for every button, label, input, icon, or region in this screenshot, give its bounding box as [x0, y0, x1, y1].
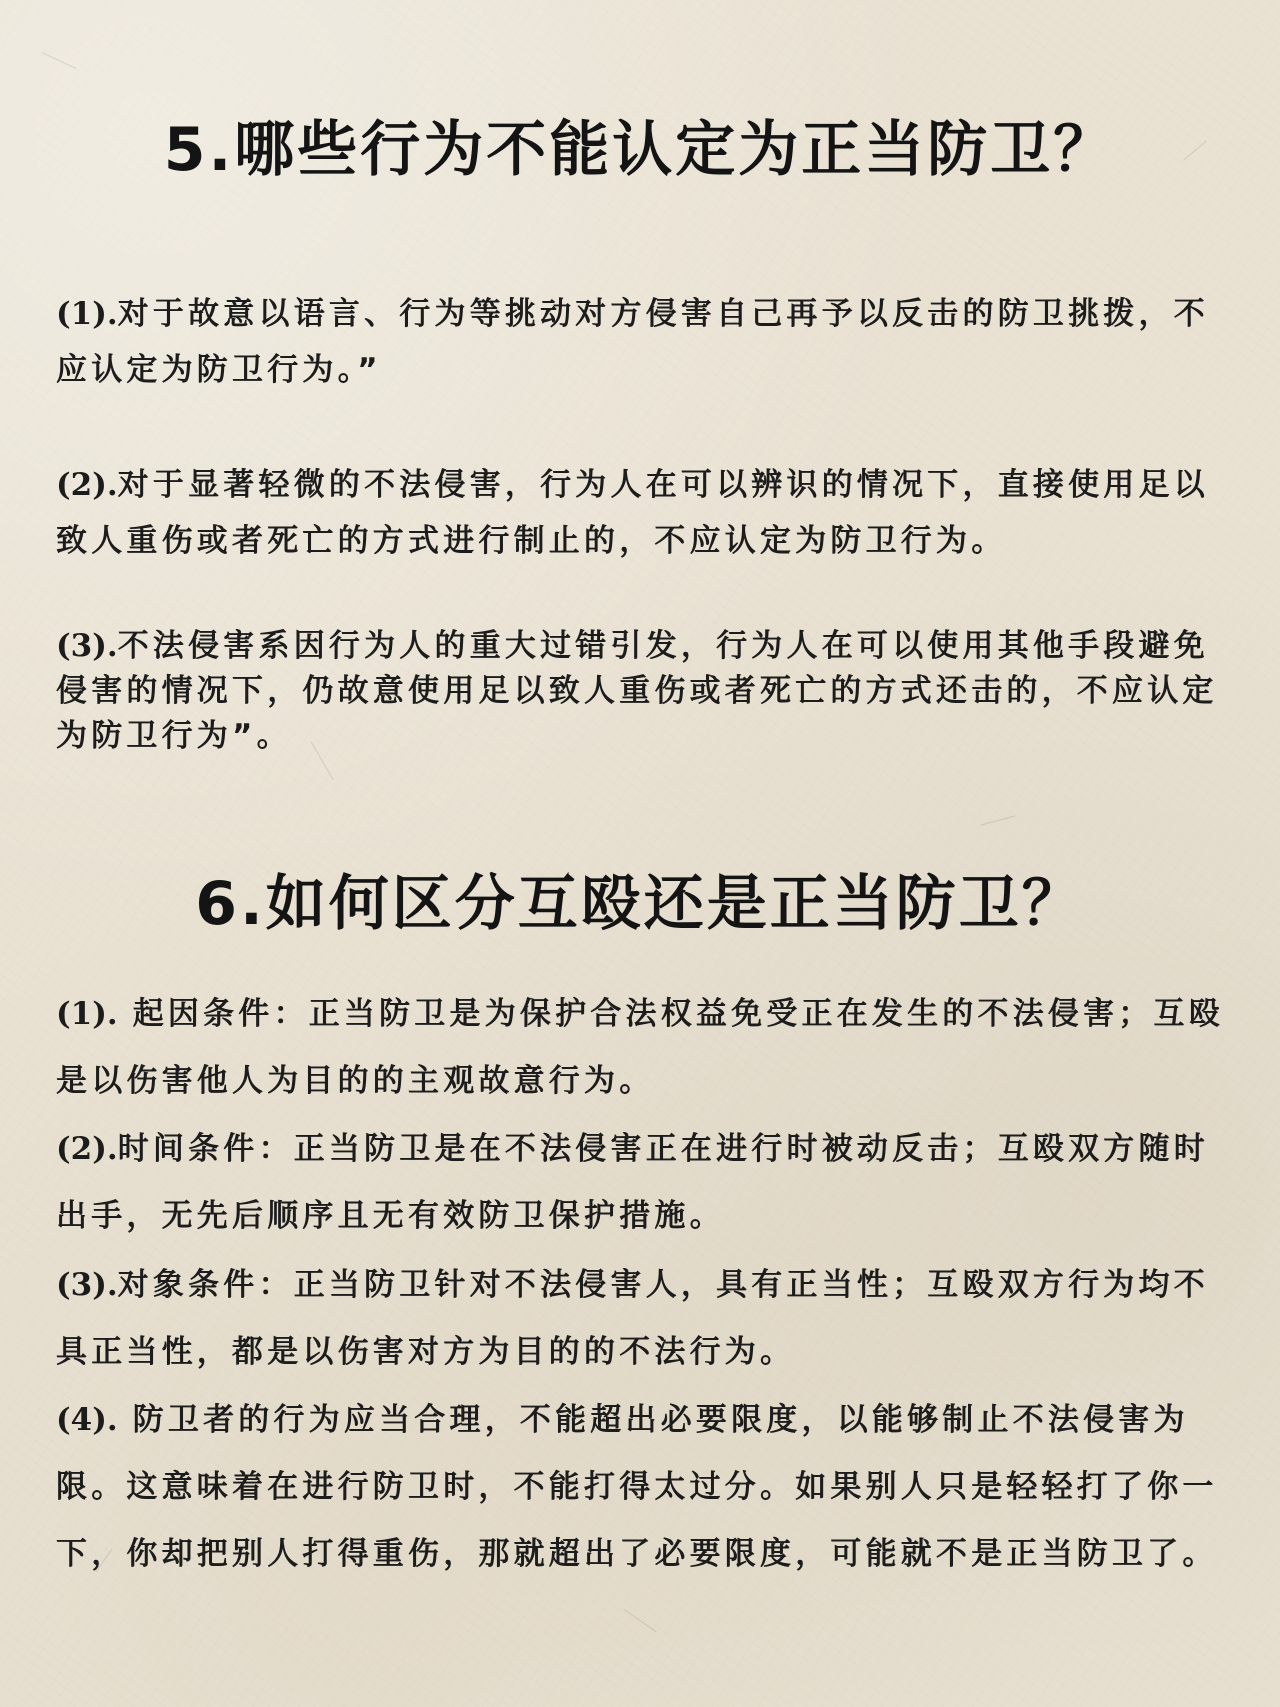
item-text: 对于显著轻微的不法侵害，行为人在可以辨识的情况下，直接使用足以致人重伤或者死亡的方式进行制止的，不应认定为防卫行为。 — [56, 467, 1209, 559]
item-text: 对于故意以语言、行为等挑动对方侵害自己再予以反击的防卫挑拨，不应认定为防卫行为。” — [56, 296, 1209, 388]
paper-fiber — [980, 815, 1015, 825]
section-6-item-3 — [56, 1252, 1236, 1386]
item-text: 起因条件：正当防卫是为保护合法权益免受正在发生的不法侵害；互殴是以伤害他人为目的的主观故意行为。 — [56, 996, 1224, 1099]
item-number: (1). — [56, 296, 118, 332]
item-text: 时间条件：正当防卫是在不法侵害正在进行时被动反击；互殴双方随时出手，无先后顺序且无有效防卫保护措施。 — [56, 1131, 1209, 1234]
item-number: (2). — [56, 1131, 118, 1167]
section-5-item-2 — [56, 457, 1236, 569]
item-number: (2). — [56, 467, 118, 503]
section-6-item-1 — [56, 981, 1236, 1115]
item-number: (4). — [56, 1402, 118, 1438]
section-5-item-1 — [56, 286, 1236, 398]
paper-fiber — [42, 52, 77, 69]
section-5-title: 5.哪些行为不能认定为正当防卫？ — [163, 115, 1117, 185]
section-5-item-3 — [56, 624, 1236, 759]
item-number: (1). — [56, 996, 118, 1032]
paper-fiber — [623, 1609, 656, 1633]
item-text: 不法侵害系因行为人的重大过错引发，行为人在可以使用其他手段避免侵害的情况下，仍故意使用足以致人重伤或者死亡的方式还击的，不应认定为防卫行为”。 — [56, 628, 1218, 754]
item-number: (3). — [56, 1267, 118, 1303]
section-6-item-4 — [56, 1387, 1236, 1588]
section-6-title: 6.如何区分互殴还是正当防卫？ — [195, 869, 1085, 939]
section-6-item-2 — [56, 1116, 1236, 1250]
item-number: (3). — [56, 628, 118, 664]
item-text: 防卫者的行为应当合理，不能超出必要限度，以能够制止不法侵害为限。这意味着在进行防卫时，不能打得太过分。如果别人只是轻轻打了你一下，你却把别人打得重伤，那就超出了必要限度，可能就不是正当防卫了。 — [56, 1402, 1218, 1572]
item-text: 对象条件：正当防卫针对不法侵害人，具有正当性；互殴双方行为均不具正当性，都是以伤害对方为目的的不法行为。 — [56, 1267, 1209, 1370]
